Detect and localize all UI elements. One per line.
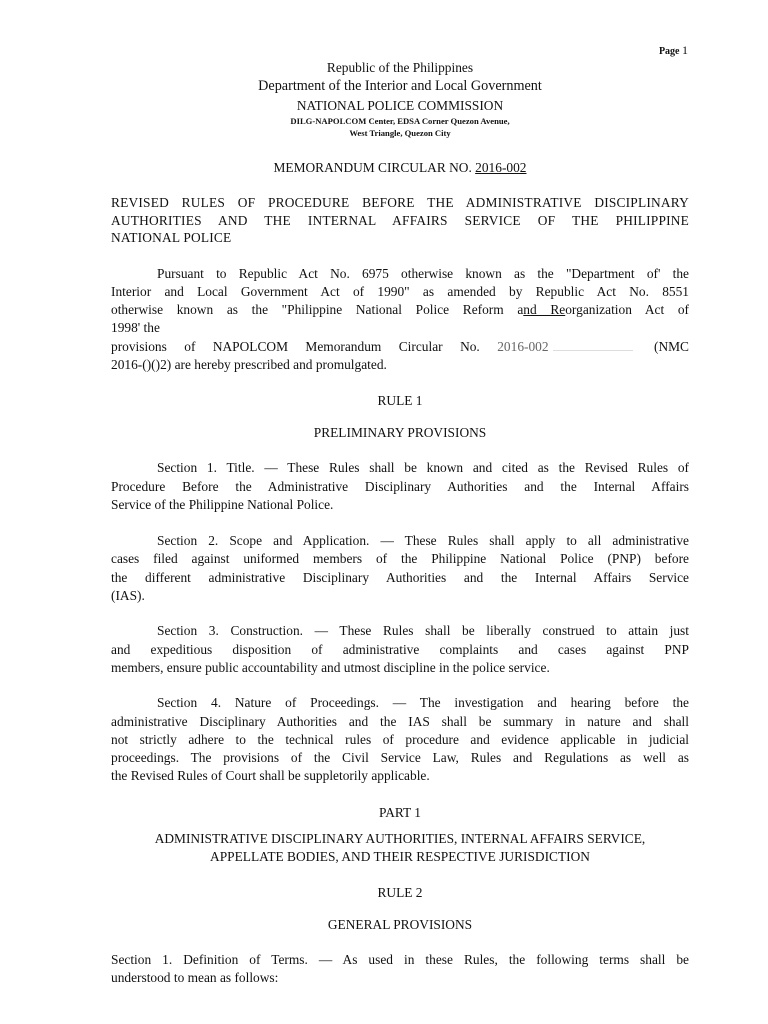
title-line-2: AUTHORITIES AND THE INTERNAL AFFAIRS SERVICE OF THE PHILIPPINE	[111, 212, 689, 228]
letterhead-republic: Republic of the Philippines	[326, 60, 474, 75]
preamble-paragraph	[111, 265, 689, 375]
rule-1-section-2: Section 2. Scope and Application. — These Rules shall apply to all administrative cases filed against uniformed members of the Philippine National Police (PNP) before the different administrative Disciplinary Authorities and the Internal Affairs Service (IAS).	[111, 533, 689, 604]
letterhead	[111, 58, 689, 139]
letterhead-department: Department of the Interior and Local Government	[258, 78, 542, 94]
page-number-label: Page	[658, 46, 680, 57]
part-1-heading: PART 1	[379, 804, 421, 820]
preamble-line-3: otherwise known as the "Philippine National Police Reform and Reorganization Act of	[111, 302, 689, 318]
memorandum-circular-number	[111, 159, 689, 177]
letterhead-address-2: West Triangle, Quezon City	[349, 128, 451, 138]
rule-2-section-1: Section 1. Definition of Terms. — As used in these Rules, the following terms shall be understood to mean as follows:	[111, 951, 689, 986]
part-1-title	[111, 830, 689, 866]
document-page	[111, 40, 689, 987]
memo-number: 2016-002	[475, 160, 527, 175]
letterhead-commission: NATIONAL POLICE COMMISSION	[296, 98, 504, 113]
page-number-value: 1	[682, 43, 688, 57]
rule-1-section-1: Section 1. Title. — These Rules shall be known and cited as the Revised Rules of Procedure Before the Administrative Disciplinary Authorities and the Internal Affairs Service of the Philippine National Police.	[111, 460, 689, 512]
preamble-line-2: Interior and Local Government Act of 1990" as amended by Republic Act No. 8551	[111, 283, 689, 299]
memo-label: MEMORANDUM CIRCULAR NO.	[273, 160, 472, 175]
letterhead-address-1: DILG-NAPOLCOM Center, EDSA Corner Quezon Avenue,	[290, 116, 510, 126]
document-title	[111, 194, 689, 247]
title-line-3: NATIONAL POLICE	[111, 230, 232, 245]
rule-1-section-4: Section 4. Nature of Proceedings. — The investigation and hearing before the administrative Disciplinary Authorities and the IAS shall be summary in nature and shall not strictly adhere to the technical rules of procedure and evidence applicable in judicial proceedings. The provisions of the Civil Service Law, Rules and Regulations as well as the Revised Rules of Court shall be suppletorily applicable.	[111, 695, 689, 784]
preamble-line-5: provisions of NAPOLCOM Memorandum Circular No. 2016-002 (NMC	[111, 338, 689, 354]
rule-2-heading: RULE 2	[377, 884, 423, 900]
title-line-1: REVISED RULES OF PROCEDURE BEFORE THE ADMINISTRATIVE DISCIPLINARY	[111, 195, 689, 210]
preamble-line-6: 2016-()()2) are hereby prescribed and promulgated.	[111, 356, 387, 372]
rule-1-section-3: Section 3. Construction. — These Rules shall be liberally construed to attain just and expeditious disposition of administrative complaints and cases against PNP members, ensure public accountability and utmost discipline in the police service.	[111, 623, 689, 675]
part-1-title-line-2: APPELLATE BODIES, AND THEIR RESPECTIVE JURISDICTION	[210, 848, 590, 864]
preamble-line-1: Pursuant to Republic Act No. 6975 otherwise known as the "Department of' the	[157, 265, 689, 281]
rule-1-subheading: PRELIMINARY PROVISIONS	[313, 425, 487, 441]
rule-2-subheading: GENERAL PROVISIONS	[327, 916, 473, 932]
rule-1-heading: RULE 1	[377, 393, 423, 409]
preamble-line-4: 1998' the	[111, 320, 160, 336]
part-1-title-line-1: ADMINISTRATIVE DISCIPLINARY AUTHORITIES, INTERNAL AFFAIRS SERVICE,	[154, 830, 646, 846]
